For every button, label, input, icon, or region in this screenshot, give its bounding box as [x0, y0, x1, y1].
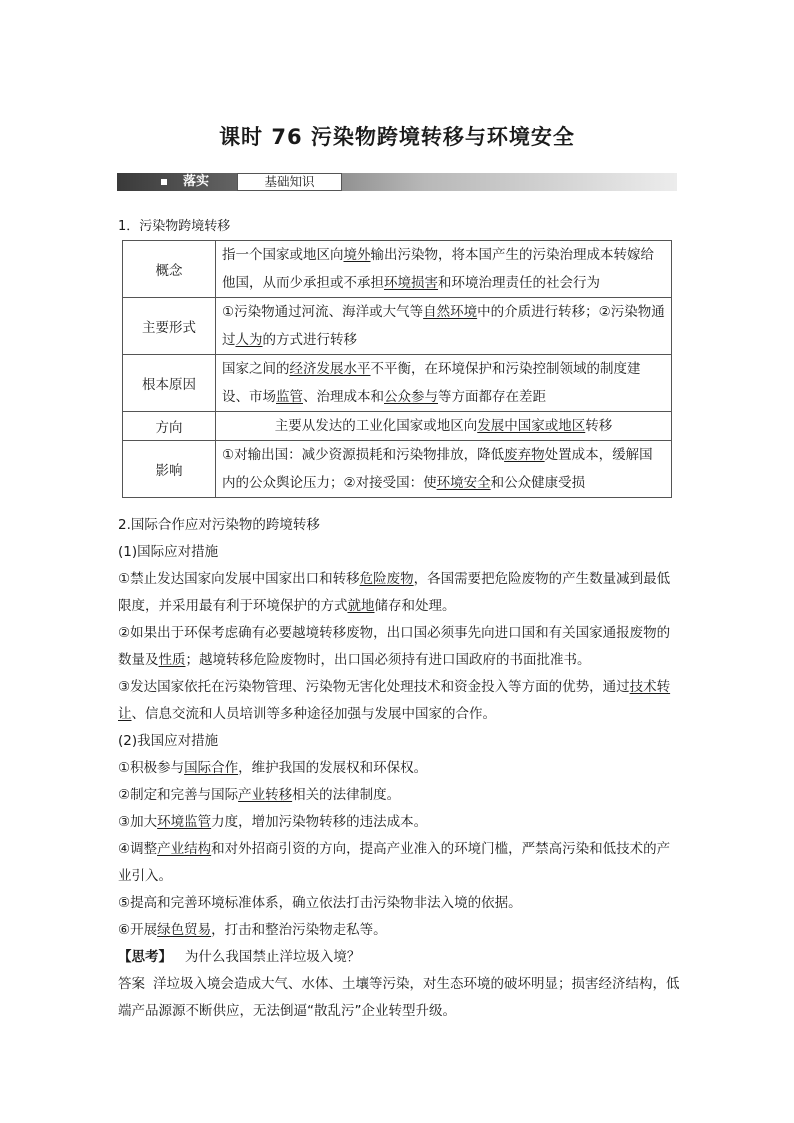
text-run: ①污染物通过河流、海洋或大气等 [222, 304, 424, 320]
text-run: 输出污染物，将本国产生的污染治理成本转嫁给他国，从而少承担或不承担 [222, 247, 654, 291]
underlined-term: 产业转移 [238, 787, 293, 803]
row-content [216, 355, 672, 412]
text-run: 处置成本，缓解国内的公众舆论压力；②对接受国：使 [222, 447, 653, 491]
text-run: 和公众健康受损 [490, 475, 586, 491]
underlined-term: 人为 [235, 332, 263, 348]
row-label: 概念 [123, 241, 216, 298]
paragraph [118, 782, 680, 809]
text-run: 相关的法律制度。 [292, 787, 401, 803]
row-label: 根本原因 [123, 355, 216, 412]
text-run: 指一个国家或地区 [222, 247, 330, 263]
text-run: 力度，增加污染物转移的违法成本。 [211, 814, 428, 830]
text-run: ⑤提高和完善环境标准体系，确立依法打击污染物非法入境的依据。 [118, 895, 522, 911]
section-banner [117, 173, 677, 191]
paragraph [118, 620, 680, 674]
text-run: ；越境转移危险废物时，出口国必须持有进口国政府的书面批准书。 [185, 652, 591, 668]
text-run: 储存和处理。 [374, 598, 456, 614]
paragraph [118, 566, 680, 620]
underlined-term: 环境监管 [157, 814, 212, 830]
table-row [123, 412, 672, 441]
underlined-term: 技术转让 [118, 679, 671, 722]
table-row [123, 441, 672, 498]
text-run: 主要从发达的工业化国家或地区向 [274, 418, 478, 434]
underlined-term: 危险废物 [359, 571, 414, 587]
text-run: 的方式进行转移 [262, 332, 357, 348]
text-run: 、信息交流和人员培训等多种途径加强与发展中国家的合作。 [131, 706, 496, 722]
text-run: ①禁止发达国家向发展中国家出口和转移 [118, 571, 360, 587]
underlined-term: 自然环境 [423, 304, 478, 320]
underlined-term: 环境安全 [436, 475, 491, 491]
banner-box-label: 基础知识 [237, 173, 342, 191]
paragraph [118, 836, 680, 890]
text-run: (2)我国应对措施 [118, 733, 219, 749]
row-content [216, 298, 672, 355]
answer-text: 洋垃圾入境会造成大气、水体、土壤等污染，对生态环境的破坏明显；损害经济结构，低端产品源源不断供应，无法倒逼“散乱污”企业转型升级。 [118, 976, 680, 1019]
underlined-term: 监管 [276, 389, 303, 405]
think-answer [118, 971, 680, 1025]
banner-tag-label: 落实 [183, 174, 210, 189]
paragraph [118, 917, 680, 944]
text-run: ，打击和整治污染物走私等。 [211, 922, 387, 938]
paragraph [118, 755, 680, 782]
text-run: ①对输出国：减少资源损耗和污染物排放，降低 [222, 447, 505, 463]
text-run: 等方面都存在差距 [438, 389, 546, 405]
underlined-term: 国际合作 [184, 760, 239, 776]
text-run: ②如果出于环保考虑确有必要越境转移废物，出口国必须事先向进口国和有关国家通报废物的数量及 [118, 625, 671, 668]
paragraph [118, 728, 680, 755]
table-row [123, 241, 672, 298]
text-run: 、治理成本和 [303, 389, 384, 405]
banner-tag [117, 173, 235, 191]
text-run: ，维护我国的发展权和环保权。 [238, 760, 428, 776]
square-bullet-icon [161, 179, 167, 185]
underlined-term: 就地 [347, 598, 375, 614]
paragraph [118, 539, 680, 566]
text-run: 不平衡，在环境保护和污染控制领域的制度建设、市场 [222, 361, 641, 405]
text-run: ②制定和完善与国际 [118, 787, 239, 803]
info-table [122, 240, 672, 498]
text-run: 中的介质进行转移；②污染物通过 [222, 304, 665, 348]
paragraph [118, 809, 680, 836]
underlined-term: 经济发展水平 [289, 361, 371, 377]
think-question [118, 944, 680, 971]
think-question-text: 为什么我国禁止洋垃圾入境？ [184, 949, 361, 965]
think-label: 【思考】 [118, 949, 172, 965]
text-run: ③加大 [118, 814, 158, 830]
row-content [216, 441, 672, 498]
row-content [216, 412, 672, 441]
text-run: 和对外招商引资的方向，提高产业准入的环境门槛，严禁高污染和低技术的产业引入。 [118, 841, 671, 884]
section2-body [118, 512, 680, 1025]
section1-heading: 1．污染物跨境转移 [118, 219, 231, 234]
text-run: (1)国际应对措施 [118, 544, 219, 560]
text-run: ，各国需要把危险废物的产生数量减到最低限度，并采用最有利于环境保护的方式 [118, 571, 671, 614]
underlined-term: 产业结构 [157, 841, 212, 857]
underlined-term: 环境损害 [384, 275, 438, 291]
underlined-term: 性质 [158, 652, 186, 668]
section2-heading: 2.国际合作应对污染物的跨境转移 [118, 517, 320, 533]
row-label: 方向 [123, 412, 216, 441]
text-run: 向 [330, 247, 344, 263]
page-title: 课时 76 污染物跨境转移与环境安全 [219, 125, 575, 149]
row-label: 影响 [123, 441, 216, 498]
underlined-term: 绿色贸易 [157, 922, 212, 938]
text-run: ⑥开展 [118, 922, 158, 938]
row-label: 主要形式 [123, 298, 216, 355]
answer-label: 答案 [118, 976, 145, 992]
text-run: ④调整 [118, 841, 158, 857]
table-row [123, 298, 672, 355]
underlined-term: 公众参与 [384, 389, 438, 405]
text-run: 转移 [585, 418, 613, 434]
text-run: 和环境治理责任的社会行为 [438, 275, 600, 291]
underlined-term: 废弃物 [504, 447, 545, 463]
row-content [216, 241, 672, 298]
text-run: 国家之间的 [222, 361, 290, 377]
underlined-term: 境外 [343, 247, 371, 263]
paragraph [118, 674, 680, 728]
text-run: ③发达国家依托在污染物管理、污染物无害化处理技术和资金投入等方面的优势，通过 [118, 679, 630, 695]
paragraph [118, 890, 680, 917]
table-row [123, 355, 672, 412]
text-run: ①积极参与 [118, 760, 185, 776]
underlined-term: 发展中国家或地区 [477, 418, 586, 434]
